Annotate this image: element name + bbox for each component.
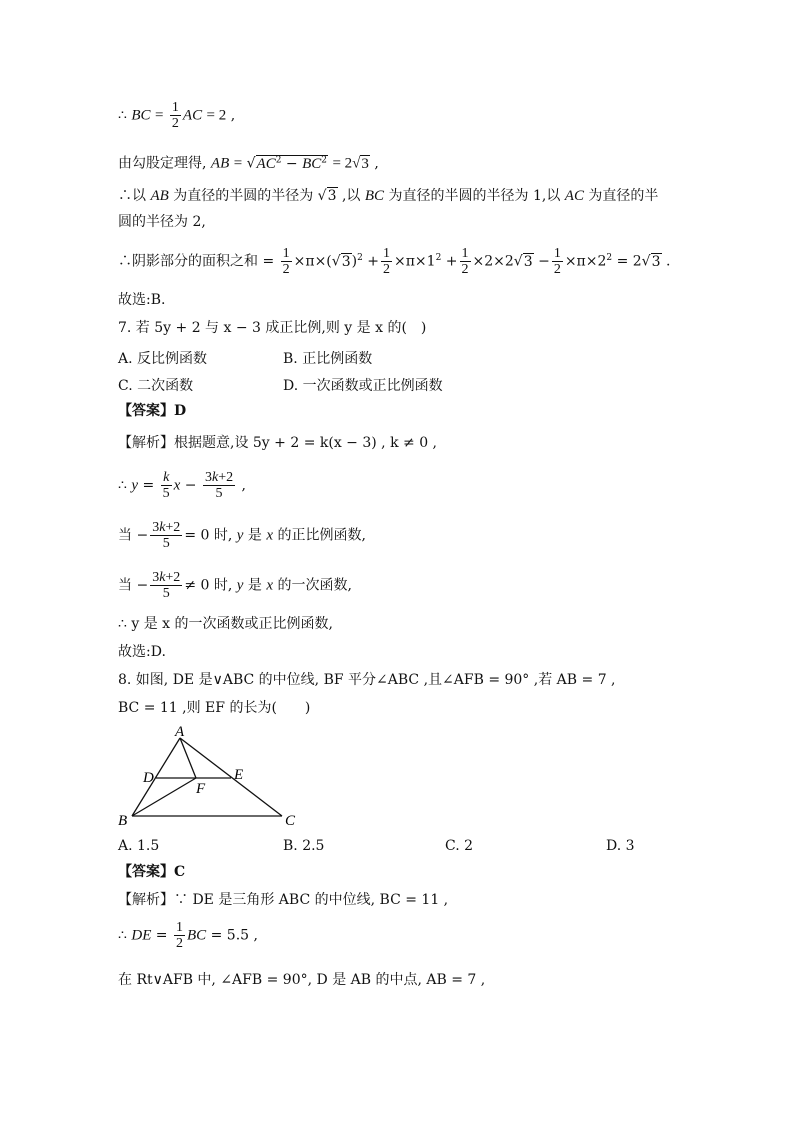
label-f: F [196,781,206,797]
q8-option-a: A. 1.5 [118,838,160,854]
solution-line-3: ∴以 AB 为直径的半圆的半径为 √3 ,以 BC 为直径的半圆的半径为 1,以 AC 为直径的半 [118,188,659,204]
triangle-figure [110,722,310,832]
question-8-line-1: 8. 如图, DE 是∨ABC 的中位线, BF 平分∠ABC ,且∠AFB = 90° ,若 AB = 7 , [118,672,616,688]
q8-option-b: B. 2.5 [283,838,325,854]
label-d: D [143,770,154,786]
q7-analysis-1: 【解析】根据题意,设 5y + 2 = k(x − 3) , k ≠ 0 , [118,435,437,451]
side-ab [132,738,180,816]
label-e: E [234,767,244,783]
q7-option-d: D. 一次函数或正比例函数 [283,378,443,394]
fraction-half: $\frac{1}{2}$ [171,100,179,131]
q7-option-b: B. 正比例函数 [283,351,373,367]
question-8-line-2: BC = 11 ,则 EF 的长为( ) [118,700,311,716]
q7-answer: 【答案】D [118,403,187,419]
q8-analysis-1: 【解析】∵ DE 是三角形 ABC 的中位线, BC = 11 , [118,892,449,908]
q7-choose: 故选:D. [118,644,166,660]
q7-analysis-2: ∴ y = $\frac{k}{5}$ x − $\frac{3k+2}{5}$ , [118,470,247,501]
q8-analysis-3: 在 Rt∨AFB 中, ∠AFB = 90°, D 是 AB 的中点, AB = 7 , [118,972,486,988]
q7-option-a: A. 反比例函数 [118,351,208,367]
q7-analysis-3: 当 − $\frac{3k+2}{5}$ = 0 时, y 是 x 的正比例函数, [118,520,366,551]
q8-answer: 【答案】C [118,864,186,880]
solution-line-4: 圆的半径为 2, [118,214,206,230]
label-a: A [175,724,185,740]
solution-line-2: 由勾股定理得, AB = $√AC^2 - BC^2 = 2√3$ , [118,155,379,172]
q8-option-c: C. 2 [445,838,474,854]
segment-bf [132,778,196,816]
q7-analysis-5: ∴ y 是 x 的一次函数或正比例函数, [118,616,333,632]
q8-analysis-2: ∴ DE = $\frac{1}{2}$ BC = 5.5 , [118,920,258,951]
question-7: 7. 若 5y + 2 与 x − 3 成正比例,则 y 是 x 的( ) [118,320,427,336]
label-c: C [285,813,296,829]
solution-line-5: ∴阴影部分的面积之和 = $\frac{1}{2}$ $\times\pi\times(√3)^2$ + $\frac{1}{2}$ $\times\pi\times 1^2$ + $\frac{1}{2}$ ×2×2√3 − $\frac{1}{2}$ $\times\pi\times 2^2 = 2√3$ . [118,246,671,277]
label-b: B [118,813,128,829]
q8-option-d: D. 3 [606,838,635,854]
q7-option-c: C. 二次函数 [118,378,194,394]
solution-line-1: ∴ BC = $\frac{1}{2}$ AC = 2 , [118,100,236,131]
choose-line-6: 故选:B. [118,292,166,308]
q7-analysis-4: 当 − $\frac{3k+2}{5}$ ≠ 0 时, y 是 x 的一次函数, [118,570,352,601]
